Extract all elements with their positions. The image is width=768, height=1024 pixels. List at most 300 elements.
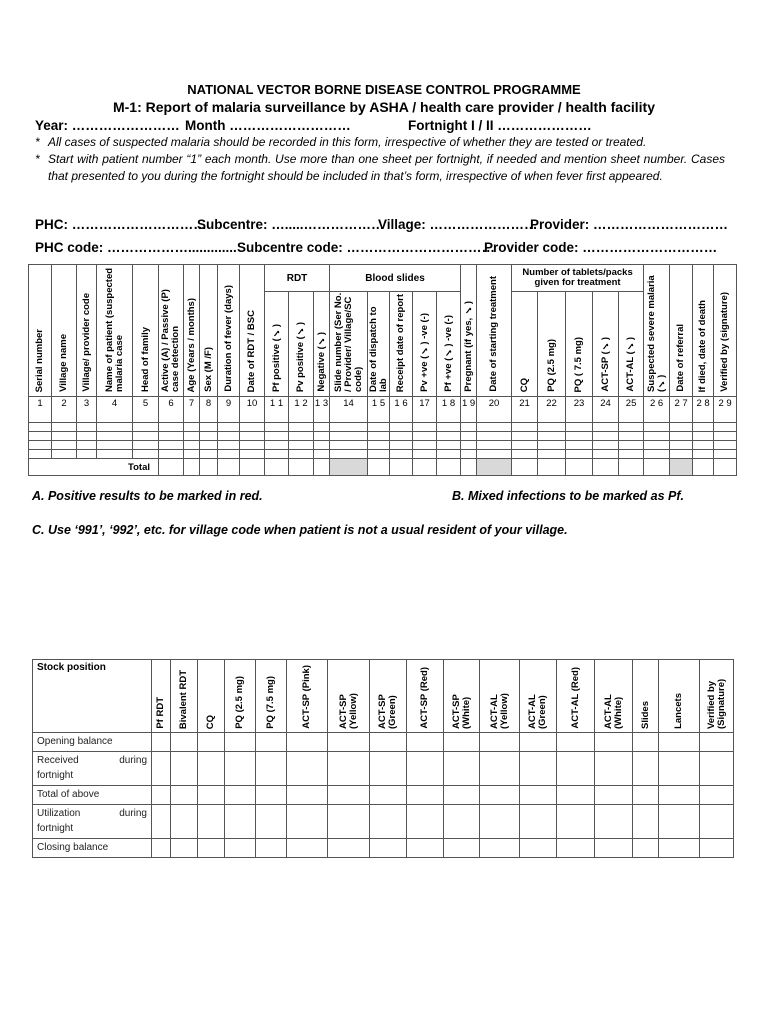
col-header: Head of family [133,265,159,397]
table-cell[interactable] [619,441,644,450]
stock-cell[interactable] [256,786,287,805]
col-header: Active (A) / Passive (P) case detection [159,265,184,397]
col-header: Date of dispatch to lab [368,292,390,397]
stock-col-header: ACT-SP (Red) [407,660,444,733]
stock-cell[interactable] [700,839,734,858]
col-header: Village/ provider code [77,265,97,397]
column-number: 2 6 [644,397,670,423]
blood-slides-group-header: Blood slides [330,265,461,292]
stock-cell[interactable] [171,733,198,752]
stock-cell[interactable] [198,805,225,839]
stock-col-header: ACT-AL (Yellow) [480,660,520,733]
total-cell[interactable] [437,459,461,476]
table-cell[interactable] [97,423,133,432]
stock-cell[interactable] [520,786,557,805]
stock-cell[interactable] [287,786,328,805]
table-cell[interactable] [593,423,619,432]
stock-cell[interactable] [520,733,557,752]
col-header: Verified by (signature) [714,265,737,397]
table-cell[interactable] [538,450,566,459]
table-cell[interactable] [97,432,133,441]
stock-cell[interactable] [256,752,287,786]
column-number: 1 2 [289,397,314,423]
subcentre-code-field[interactable]: Subcentre code: …………………………… [237,240,496,255]
stock-cell[interactable] [480,786,520,805]
table-cell[interactable] [368,441,390,450]
stock-cell[interactable] [444,752,480,786]
table-row[interactable] [29,450,737,459]
table-cell[interactable] [390,423,413,432]
total-cell[interactable] [538,459,566,476]
table-row[interactable] [29,441,737,450]
phc-field[interactable]: PHC: ………………………… [35,217,207,232]
stock-cell[interactable] [256,805,287,839]
stock-cell[interactable] [633,752,659,786]
total-cell[interactable] [240,459,265,476]
stock-row-total[interactable] [33,786,734,805]
total-cell[interactable] [714,459,737,476]
table-cell[interactable] [693,432,714,441]
stock-row-closing[interactable] [33,839,734,858]
stock-cell[interactable] [557,839,595,858]
stock-cell[interactable] [520,805,557,839]
stock-cell[interactable] [659,786,700,805]
stock-cell[interactable] [700,805,734,839]
table-cell[interactable] [512,432,538,441]
stock-col-header: Bivalent RDT [171,660,198,733]
table-cell[interactable] [52,441,77,450]
table-cell[interactable] [265,441,289,450]
table-cell[interactable] [159,423,184,432]
total-cell[interactable] [512,459,538,476]
column-number: 14 [330,397,368,423]
table-cell[interactable] [159,450,184,459]
table-cell[interactable] [314,432,330,441]
col-header: Date of RDT / BSC [240,265,265,397]
subcentre-field[interactable]: Subcentre: ….....……………… [197,217,385,232]
stock-cell[interactable] [633,805,659,839]
stock-col-header: CQ [198,660,225,733]
stock-cell[interactable] [407,752,444,786]
stock-cell[interactable] [595,839,633,858]
table-cell[interactable] [593,432,619,441]
table-cell[interactable] [413,450,437,459]
table-cell[interactable] [644,432,670,441]
table-cell[interactable] [593,441,619,450]
stock-cell[interactable] [407,786,444,805]
stock-cell[interactable] [557,805,595,839]
stock-cell[interactable] [225,786,256,805]
stock-cell[interactable] [328,786,370,805]
column-number: 2 7 [670,397,693,423]
table-cell[interactable] [200,441,218,450]
table-cell[interactable] [670,450,693,459]
table-cell[interactable] [538,423,566,432]
table-cell[interactable] [265,423,289,432]
stock-cell[interactable] [370,752,407,786]
table-cell[interactable] [644,450,670,459]
total-cell[interactable] [184,459,200,476]
provider-code-field[interactable]: Provider code: ………………………… [484,240,718,255]
stock-cell[interactable] [557,786,595,805]
table-cell[interactable] [218,423,240,432]
rdt-group-header: RDT [265,265,330,292]
stock-col-header: ACT-SP (Yellow) [328,660,370,733]
column-number: 2 [52,397,77,423]
stock-col-header: ACT-AL (White) [595,660,633,733]
stock-cell[interactable] [370,839,407,858]
col-header: Age (Years / months) [184,265,200,397]
table-cell[interactable] [670,432,693,441]
table-cell[interactable] [693,450,714,459]
table-cell[interactable] [461,423,477,432]
phc-code-field[interactable]: PHC code: ………………............. [35,240,237,255]
col-header: Duration of fever (days) [218,265,240,397]
stock-cell[interactable] [407,805,444,839]
table-cell[interactable] [184,450,200,459]
table-cell[interactable] [330,441,368,450]
bullet-star: * [35,135,40,149]
stock-cell[interactable] [198,839,225,858]
table-row[interactable] [29,432,737,441]
col-header: ACT-SP (✓) [593,292,619,397]
table-cell[interactable] [368,432,390,441]
stock-cell[interactable] [171,786,198,805]
table-cell[interactable] [566,432,593,441]
total-label: Total [29,459,159,476]
stock-cell[interactable] [633,733,659,752]
table-cell[interactable] [265,450,289,459]
table-cell[interactable] [413,423,437,432]
tablets-group-header: Number of tablets/packs given for treatment [512,265,644,292]
table-cell[interactable] [218,432,240,441]
col-header: Pv +ve (✓) -ve (-) [413,292,437,397]
form-subtitle: M-1: Report of malaria surveillance by ASHA / health care provider / health facility [112,99,655,115]
stock-cell[interactable] [407,839,444,858]
table-cell[interactable] [289,432,314,441]
table-cell[interactable] [693,441,714,450]
table-cell[interactable] [413,432,437,441]
stock-cell[interactable] [520,839,557,858]
stock-cell[interactable] [659,839,700,858]
table-cell[interactable] [77,423,97,432]
stock-cell[interactable] [480,805,520,839]
column-number: 1 9 [461,397,477,423]
table-cell[interactable] [566,423,593,432]
table-cell[interactable] [619,432,644,441]
stock-col-header: ACT-AL (Red) [557,660,595,733]
table-cell[interactable] [133,423,159,432]
table-cell[interactable] [330,432,368,441]
stock-cell[interactable] [557,733,595,752]
total-cell[interactable] [593,459,619,476]
stock-cell[interactable] [198,733,225,752]
table-cell[interactable] [437,432,461,441]
table-cell[interactable] [437,423,461,432]
column-number: 5 [133,397,159,423]
stock-col-header: Lancets [659,660,700,733]
table-cell[interactable] [619,423,644,432]
table-cell[interactable] [29,441,52,450]
header-row-groups [29,265,737,292]
stock-cell[interactable] [444,733,480,752]
stock-cell[interactable] [152,839,171,858]
stock-cell[interactable] [659,733,700,752]
table-cell[interactable] [390,432,413,441]
stock-cell[interactable] [700,786,734,805]
total-row [29,459,737,476]
stock-cell[interactable] [557,752,595,786]
stock-cell[interactable] [595,733,633,752]
stock-cell[interactable] [595,805,633,839]
row-label: Utilization during fortnight [33,805,152,839]
table-cell[interactable] [29,432,52,441]
table-cell[interactable] [200,432,218,441]
stock-cell[interactable] [171,752,198,786]
table-cell[interactable] [29,423,52,432]
fortnight-field[interactable]: Fortnight I / II ………………… [408,118,592,133]
table-cell[interactable] [330,450,368,459]
stock-cell[interactable] [287,733,328,752]
stock-cell[interactable] [659,805,700,839]
total-cell [477,459,512,476]
stock-cell[interactable] [152,752,171,786]
table-cell[interactable] [461,441,477,450]
stock-cell[interactable] [287,752,328,786]
table-cell[interactable] [159,432,184,441]
stock-cell[interactable] [407,733,444,752]
stock-cell[interactable] [444,786,480,805]
table-cell[interactable] [289,441,314,450]
table-cell[interactable] [200,423,218,432]
stock-cell[interactable] [370,733,407,752]
provider-field[interactable]: Provider: ………………………… [530,217,729,232]
stock-cell[interactable] [444,805,480,839]
table-cell[interactable] [240,441,265,450]
table-cell[interactable] [566,450,593,459]
column-number: 20 [477,397,512,423]
table-cell[interactable] [619,450,644,459]
table-cell[interactable] [670,423,693,432]
stock-cell[interactable] [328,839,370,858]
table-cell[interactable] [52,432,77,441]
table-cell[interactable] [159,441,184,450]
stock-cell[interactable] [256,839,287,858]
table-cell[interactable] [593,450,619,459]
stock-cell[interactable] [152,805,171,839]
col-header: ACT-AL (✓) [619,292,644,397]
programme-title: NATIONAL VECTOR BORNE DISEASE CONTROL PROGRAMME [187,82,581,97]
table-cell[interactable] [477,423,512,432]
stock-cell[interactable] [633,839,659,858]
table-cell[interactable] [566,441,593,450]
column-number: 23 [566,397,593,423]
stock-cell[interactable] [480,752,520,786]
col-header: PQ ( 7.5 mg) [566,292,593,397]
stock-cell[interactable] [595,786,633,805]
table-cell[interactable] [714,450,737,459]
stock-cell[interactable] [595,752,633,786]
stock-cell[interactable] [480,733,520,752]
table-cell[interactable] [97,450,133,459]
total-cell[interactable] [619,459,644,476]
table-cell[interactable] [240,450,265,459]
total-cell[interactable] [218,459,240,476]
table-cell[interactable] [218,441,240,450]
column-number: 1 [29,397,52,423]
stock-cell[interactable] [700,752,734,786]
table-cell[interactable] [437,450,461,459]
stock-cell[interactable] [370,805,407,839]
total-cell[interactable] [289,459,314,476]
total-cell[interactable] [159,459,184,476]
total-cell[interactable] [265,459,289,476]
column-number: 6 [159,397,184,423]
note-2 [35,151,725,184]
column-number: 4 [97,397,133,423]
table-cell[interactable] [240,432,265,441]
stock-cell[interactable] [152,786,171,805]
total-cell[interactable] [413,459,437,476]
note-1 [35,134,725,151]
stock-cell[interactable] [171,839,198,858]
year-field[interactable]: Year: …………………… [35,118,180,133]
table-cell[interactable] [77,441,97,450]
table-cell[interactable] [413,441,437,450]
table-cell[interactable] [77,450,97,459]
total-cell[interactable] [200,459,218,476]
table-cell[interactable] [368,450,390,459]
table-cell[interactable] [368,423,390,432]
table-cell[interactable] [477,441,512,450]
col-header: Serial number [29,265,52,397]
stock-cell[interactable] [225,752,256,786]
stock-cell[interactable] [370,786,407,805]
total-cell[interactable] [566,459,593,476]
table-cell[interactable] [218,450,240,459]
table-cell[interactable] [314,441,330,450]
column-number: 24 [593,397,619,423]
table-cell[interactable] [670,441,693,450]
stock-cell[interactable] [520,752,557,786]
table-cell[interactable] [97,441,133,450]
stock-cell[interactable] [287,805,328,839]
table-cell[interactable] [289,450,314,459]
column-number: 3 [77,397,97,423]
table-cell[interactable] [133,450,159,459]
table-row[interactable] [29,423,737,432]
stock-cell[interactable] [171,805,198,839]
row-label: Closing balance [33,839,152,858]
total-cell[interactable] [368,459,390,476]
stock-cell[interactable] [225,805,256,839]
total-cell[interactable] [314,459,330,476]
table-cell[interactable] [437,441,461,450]
stock-cell[interactable] [256,733,287,752]
table-cell[interactable] [289,423,314,432]
table-cell[interactable] [512,450,538,459]
table-cell[interactable] [52,423,77,432]
column-number: 1 3 [314,397,330,423]
stock-cell[interactable] [225,839,256,858]
stock-cell[interactable] [287,839,328,858]
table-cell[interactable] [330,423,368,432]
table-cell[interactable] [461,450,477,459]
stock-cell[interactable] [198,752,225,786]
table-cell[interactable] [714,432,737,441]
table-cell[interactable] [200,450,218,459]
table-cell[interactable] [240,423,265,432]
stock-cell[interactable] [328,805,370,839]
total-cell[interactable] [693,459,714,476]
table-cell[interactable] [184,441,200,450]
table-cell[interactable] [644,423,670,432]
table-cell[interactable] [314,423,330,432]
stock-cell[interactable] [700,733,734,752]
stock-cell[interactable] [480,839,520,858]
table-cell[interactable] [477,432,512,441]
stock-cell[interactable] [328,733,370,752]
table-cell[interactable] [538,432,566,441]
column-number-row [29,397,737,423]
table-cell[interactable] [477,450,512,459]
stock-cell[interactable] [659,752,700,786]
stock-cell[interactable] [444,839,480,858]
table-cell[interactable] [714,423,737,432]
table-cell[interactable] [133,441,159,450]
table-cell[interactable] [644,441,670,450]
table-cell[interactable] [390,450,413,459]
stock-col-header: ACT-AL (Green) [520,660,557,733]
stock-row-received[interactable] [33,752,734,786]
table-cell[interactable] [390,441,413,450]
stock-cell[interactable] [152,733,171,752]
table-cell[interactable] [512,441,538,450]
stock-col-header: ACT-SP (Green) [370,660,407,733]
stock-row-utilization[interactable] [33,805,734,839]
table-cell[interactable] [693,423,714,432]
table-cell[interactable] [265,432,289,441]
stock-row-opening[interactable] [33,733,734,752]
stock-cell[interactable] [198,786,225,805]
table-cell[interactable] [184,432,200,441]
stock-cell[interactable] [633,786,659,805]
bullet-star: * [35,152,40,166]
table-cell[interactable] [714,441,737,450]
table-cell[interactable] [29,450,52,459]
stock-cell[interactable] [328,752,370,786]
table-cell[interactable] [461,432,477,441]
month-field[interactable]: Month ……………………… [185,118,351,133]
total-cell[interactable] [644,459,670,476]
total-cell[interactable] [390,459,413,476]
column-number: 7 [184,397,200,423]
total-cell[interactable] [461,459,477,476]
table-cell[interactable] [538,441,566,450]
table-cell[interactable] [512,423,538,432]
stock-col-header: PQ (7.5 mg) [256,660,287,733]
table-cell[interactable] [314,450,330,459]
table-cell[interactable] [184,423,200,432]
col-header: Date of starting treatment [477,265,512,397]
village-field[interactable]: Village: …………………… [378,217,538,232]
table-cell[interactable] [133,432,159,441]
col-header: Village name [52,265,77,397]
row-label: Received during fortnight [33,752,152,786]
table-cell[interactable] [77,432,97,441]
stock-cell[interactable] [225,733,256,752]
table-cell[interactable] [52,450,77,459]
